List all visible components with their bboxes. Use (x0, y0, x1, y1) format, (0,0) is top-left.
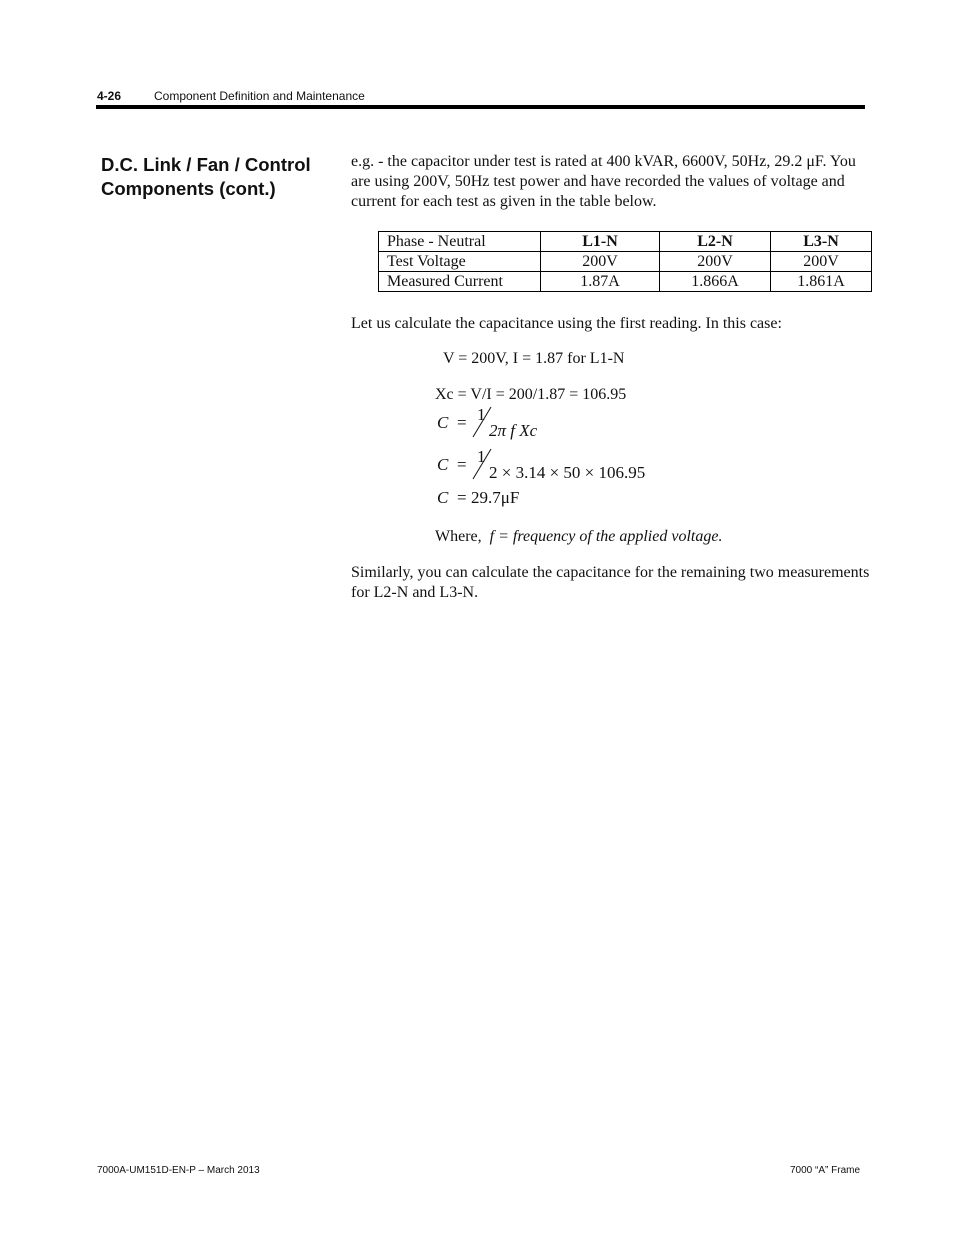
table-header-cell: L1-N (541, 232, 660, 252)
substituted-numerator: 1 (477, 447, 486, 466)
table-cell: 1.866A (660, 272, 771, 292)
intro-paragraph: e.g. - the capacitor under test is rated at 400 kVAR, 6600V, 50Hz, 29.2 μF. You are using 200V, 50Hz test power and have recorded the values of voltage and current for each test as given in the table below. (351, 153, 856, 210)
substituted-denominator: 2 × 3.14 × 50 × 106.95 (489, 463, 646, 482)
chapter-title: Component Definition and Maintenance (154, 89, 365, 103)
table-cell: 200V (660, 252, 771, 272)
table-cell: 1.87A (541, 272, 660, 292)
reactance-line: Xc = V/I = 200/1.87 = 106.95 (435, 386, 627, 403)
page-number: 4-26 (97, 89, 122, 103)
footer-doc-id: 7000A-UM151D-EN-P – March 2013 (97, 1165, 260, 1176)
table-header-cell: L3-N (771, 232, 872, 252)
where-definition: f = frequency of the applied voltage. (489, 528, 723, 545)
formula-equals: = (457, 488, 467, 507)
formula-equals: = (457, 455, 467, 474)
table-header-row (379, 232, 872, 252)
capacitance-formula (437, 405, 557, 449)
header-rule (96, 105, 865, 109)
capacitance-result (437, 488, 557, 510)
table-header-cell: L2-N (660, 232, 771, 252)
result-value: 29.7μF (471, 488, 520, 507)
where-line (435, 528, 722, 546)
formula-c-symbol: C (437, 455, 449, 474)
voltage-current-line: V = 200V, I = 1.87 for L1-N (443, 350, 625, 367)
formula-c-symbol: C (437, 488, 449, 507)
closing-paragraph: Similarly, you can calculate the capacitance for the remaining two measurements for L2-N and L3-N. (351, 564, 870, 601)
where-prefix: Where, (435, 528, 482, 545)
table-cell: 1.861A (771, 272, 872, 292)
measurement-table (378, 231, 872, 292)
footer-product: 7000 “A” Frame (790, 1165, 861, 1176)
formula-c-symbol: C (437, 413, 449, 432)
capacitance-substitution (437, 447, 647, 491)
table-cell: Test Voltage (379, 252, 541, 272)
table-row (379, 252, 872, 272)
section-heading: D.C. Link / Fan / Control Components (cont.) (101, 154, 311, 199)
formula-denominator: 2π f Xc (489, 421, 538, 440)
calc-paragraph: Let us calculate the capacitance using the first reading. In this case: (351, 315, 782, 332)
formula-equals: = (457, 413, 467, 432)
formula-numerator: 1 (477, 405, 486, 424)
table-row (379, 272, 872, 292)
table-cell: 200V (541, 252, 660, 272)
table-header-cell: Phase - Neutral (379, 232, 541, 252)
table-cell: Measured Current (379, 272, 541, 292)
table-cell: 200V (771, 252, 872, 272)
